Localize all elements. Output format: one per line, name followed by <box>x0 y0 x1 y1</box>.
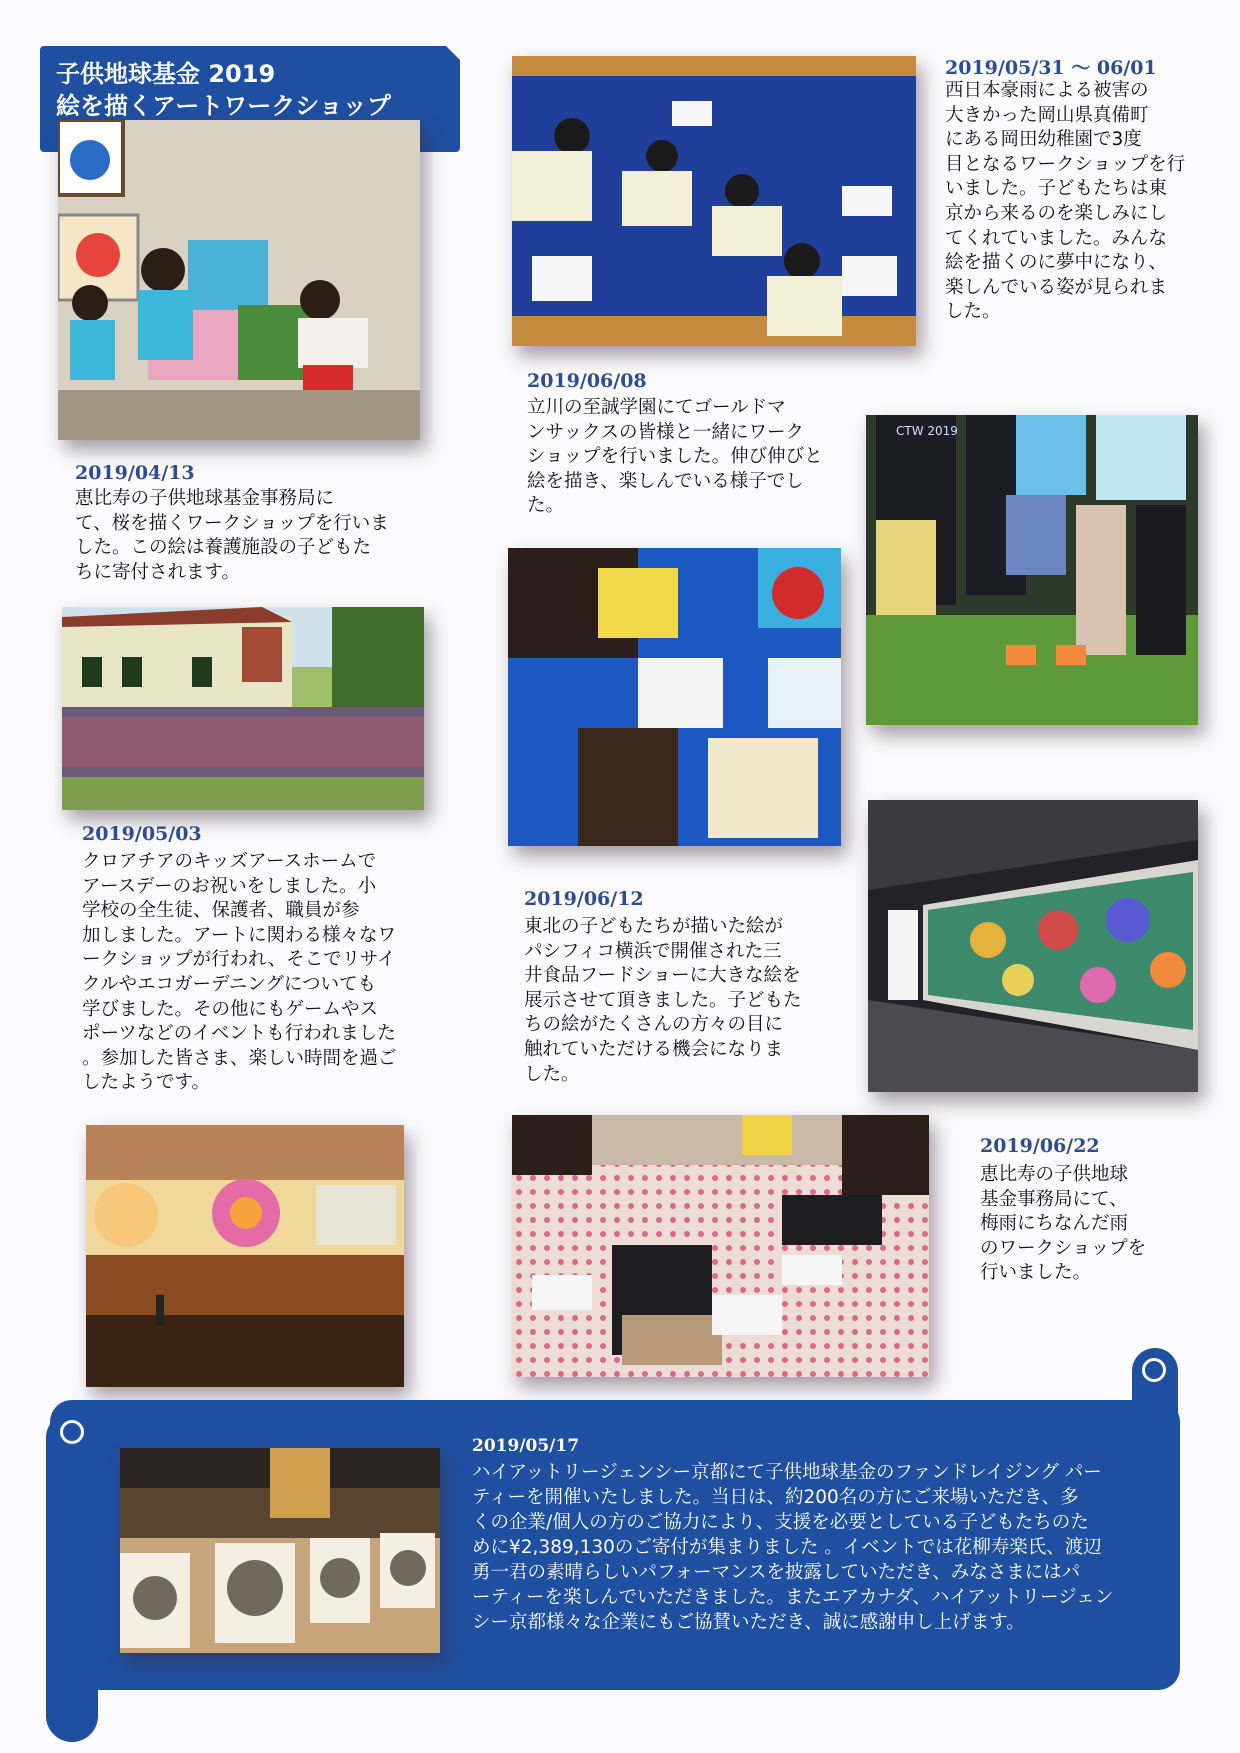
entry-date: 2019/05/31 ～ 06/01 <box>945 57 1157 79</box>
entry-date: 2019/05/17 <box>472 1436 580 1456</box>
scroll-curl-right-hole <box>1142 1358 1166 1382</box>
header-title-line2: 絵を描くアートワークショップ <box>56 92 391 120</box>
photo-rainy-season-workshop <box>512 1115 929 1377</box>
entry-text: クロアチアのキッズアースホームで アースデーのお祝いをしました。小 学校の全生徒、保護者、職員が参 加しました。アートに関わる様々なワ ークショップが行われ、そこでリサイ クルやエコガーデニングについても 学びました。その他にもゲームやス ポーツなどのイベントも行われました 。参加した皆さま、楽しい時間を過ご したようです。 <box>82 851 397 1094</box>
photo-kids-with-paintings <box>58 120 420 440</box>
entry-date: 2019/06/12 <box>524 888 644 910</box>
photo-kids-painting-closeup <box>508 548 841 846</box>
photo-mural-exhibition <box>868 800 1198 1092</box>
photo-kids-standing-tachikawa <box>866 415 1198 725</box>
photo-event-hall-stage <box>86 1125 404 1387</box>
entry-date: 2019/06/08 <box>527 370 647 392</box>
scroll-curl-left <box>46 1412 98 1742</box>
photo-hyatt-artwork-display <box>120 1448 440 1653</box>
entry-date: 2019/06/22 <box>980 1135 1100 1157</box>
entry-date: 2019/05/03 <box>82 823 202 845</box>
tshirt-print-label: CTW 2019 <box>896 424 958 438</box>
entry-text: 東北の子どもたちが描いた絵が パシフィコ横浜で開催された三 井食品フードショーに大きな絵を 展示させて頂きました。子どもた ちの絵がたくさんの方々の目に 触れていただける機会になりま した。 <box>524 916 802 1085</box>
header-title-line1: 子供地球基金 2019 <box>56 60 276 88</box>
entry-date: 2019/04/13 <box>75 462 195 484</box>
entry-text: 立川の至誠学園にてゴールドマ ンサックスの皆様と一緒にワーク ショップを行いました。伸び伸びと 絵を描き、楽しんでいる様子でし た。 <box>527 397 823 517</box>
photo-group-croatia <box>62 607 424 810</box>
photo-kids-painting-okayama <box>512 56 916 346</box>
entry-text: ハイアットリージェンシー京都にて子供地球基金のファンドレイジング パー ティーを開催いたしました。当日は、約200名の方にご来場いただき、多 くの企業/個人の方のご協力により、支援を必要としている子どもたちのた めに¥2,389,130のご寄付が集まりました 。イベントでは花柳寿楽氏、渡辺 勇一君の素晴らしいパフォーマンスを披露していただき、みなさまにはパ ーティーを楽しんでいただきました。またエアカナダ、ハイアットリージェン シー京都様々な企業にもご協賛いただき、誠に感謝申し上げます。 <box>472 1462 1114 1633</box>
entry-text: 恵比寿の子供地球 基金事務局にて、 梅雨にちなんだ雨 のワークショップを 行いました。 <box>980 1164 1147 1284</box>
entry-text: 西日本豪雨による被害の 大きかった岡山県真備町 にある岡田幼稚園で3度 目となるワークショップを行 いました。子どもたちは東 京から来るのを楽しみにし てくれていました。みんな 絵を描くのに夢中になり、 楽しんでいる姿が見られま した。 <box>945 80 1186 323</box>
entry-text: 恵比寿の子供地球基金事務局に て、桜を描くワークショップを行いま した。この絵は養護施設の子どもた ちに寄付されます。 <box>75 488 389 583</box>
scroll-curl-left-hole <box>60 1420 84 1444</box>
